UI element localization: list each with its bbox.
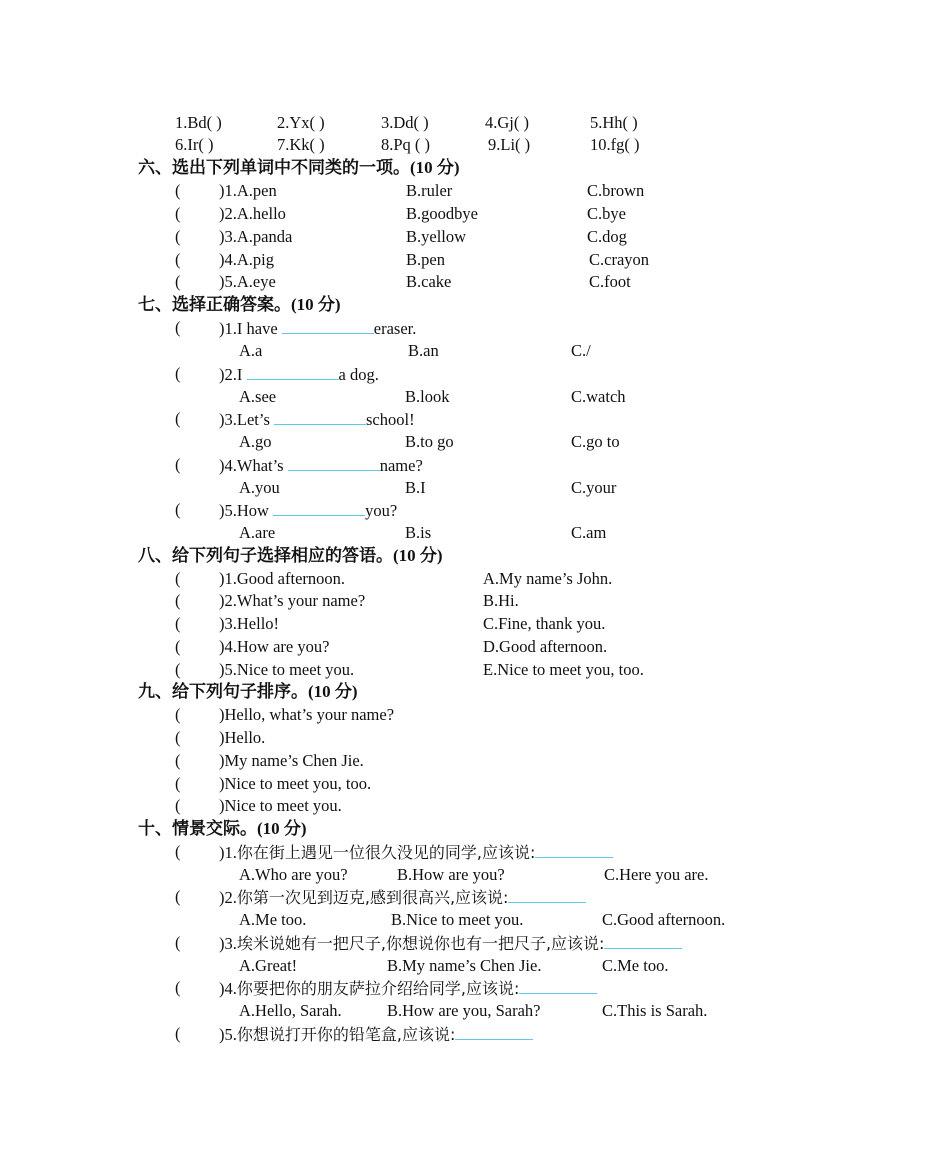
option-a: )3.A.panda (219, 227, 293, 246)
option-c: C.watch (571, 387, 626, 406)
match-question: )4.How are you? (219, 637, 330, 656)
option-a: A.you (239, 478, 280, 497)
option-c: C.Good afternoon. (602, 910, 726, 929)
stem-prefix: )2.I (219, 365, 247, 384)
match-answer: E.Nice to meet you, too. (483, 660, 644, 679)
order-sentence: )Hello. (219, 728, 266, 747)
question-number: )1. (219, 843, 237, 862)
option-b: B.ruler (406, 181, 453, 200)
letter-pair-item: 7.Kk( ) (277, 135, 325, 154)
option-a: A.Who are you? (239, 865, 348, 884)
match-answer: C.Fine, thank you. (483, 614, 606, 633)
answer-paren[interactable]: ( (175, 887, 181, 906)
option-b: B.cake (406, 272, 452, 291)
section-title: 八、给下列句子选择相应的答语。 (138, 546, 393, 566)
option-c: C.This is Sarah. (602, 1001, 708, 1020)
letter-pair-item: 2.Yx( ) (277, 113, 325, 132)
answer-paren[interactable]: ( (175, 250, 181, 269)
fill-blank[interactable] (604, 932, 682, 949)
option-c: C.go to (571, 432, 620, 451)
option-b: B.pen (406, 250, 445, 269)
section-9-heading (138, 681, 358, 703)
letter-pair-item: 3.Dd( ) (381, 113, 429, 132)
option-c: C.foot (589, 272, 631, 291)
stem-prefix: )5.How (219, 501, 274, 520)
option-b: B.look (405, 387, 450, 406)
option-a: )5.A.eye (219, 272, 276, 291)
answer-paren[interactable]: ( (175, 637, 181, 656)
scenario-question (219, 977, 597, 1000)
letter-pair-item: 1.Bd( ) (175, 113, 222, 132)
option-a: A.are (239, 523, 276, 542)
order-sentence: )Nice to meet you, too. (219, 774, 372, 793)
section-points: (10 分) (410, 158, 460, 177)
question-text: 你想说打开你的铅笔盒,应该说: (236, 1025, 456, 1044)
stem-suffix: eraser. (373, 319, 417, 338)
answer-paren[interactable]: ( (175, 409, 181, 428)
question-stem (219, 499, 397, 522)
option-a: A.go (239, 432, 272, 451)
option-b: B.How are you, Sarah? (387, 1001, 541, 1020)
option-c: C.your (571, 478, 617, 497)
option-c: C./ (571, 341, 591, 360)
question-text: 你在街上遇见一位很久没见的同学,应该说: (236, 843, 536, 862)
section-title: 九、给下列句子排序。 (138, 682, 308, 702)
answer-paren[interactable]: ( (175, 227, 181, 246)
option-c: C.brown (587, 181, 645, 200)
option-c: C.Me too. (602, 956, 669, 975)
option-b: B.yellow (406, 227, 467, 246)
answer-paren[interactable]: ( (175, 318, 181, 337)
option-a: A.Hello, Sarah. (239, 1001, 342, 1020)
answer-paren[interactable]: ( (175, 796, 181, 815)
stem-suffix: you? (365, 501, 398, 520)
option-b: B.goodbye (406, 204, 478, 223)
answer-paren[interactable]: ( (175, 204, 181, 223)
letter-pair-item: 5.Hh( ) (590, 113, 638, 132)
fill-blank[interactable] (508, 886, 586, 903)
fill-blank[interactable] (519, 977, 597, 994)
question-number: )5. (219, 1025, 237, 1044)
option-a: )4.A.pig (219, 250, 274, 269)
match-answer: D.Good afternoon. (483, 637, 608, 656)
answer-paren[interactable]: ( (175, 705, 181, 724)
fill-blank[interactable] (273, 499, 365, 516)
section-6-heading (138, 157, 460, 179)
option-a: A.Great! (239, 956, 298, 975)
answer-paren[interactable]: ( (175, 272, 181, 291)
option-c: C.dog (587, 227, 627, 246)
section-10-heading (138, 818, 307, 840)
order-sentence: )My name’s Chen Jie. (219, 751, 364, 770)
option-c: C.crayon (589, 250, 650, 269)
question-stem (219, 408, 415, 431)
match-answer: A.My name’s John. (483, 569, 613, 588)
section-title: 七、选择正确答案。 (138, 295, 291, 315)
question-number: )2. (219, 888, 237, 907)
question-stem (219, 454, 423, 477)
option-b: B.to go (405, 432, 454, 451)
answer-paren[interactable]: ( (175, 364, 181, 383)
question-number: )3. (219, 934, 237, 953)
option-b: B.My name’s Chen Jie. (387, 956, 542, 975)
answer-paren[interactable]: ( (175, 842, 181, 861)
answer-paren[interactable]: ( (175, 500, 181, 519)
question-text: 你要把你的朋友萨拉介绍给同学,应该说: (236, 979, 520, 998)
match-question: )1.Good afternoon. (219, 569, 346, 588)
letter-pair-item: 9.Li( ) (488, 135, 531, 154)
stem-prefix: )4.What’s (219, 456, 288, 475)
option-b: B.an (408, 341, 439, 360)
answer-paren[interactable]: ( (175, 181, 181, 200)
letter-pair-item: 6.Ir( ) (175, 135, 214, 154)
question-text: 埃米说她有一把尺子,你想说你也有一把尺子,应该说: (236, 934, 605, 953)
answer-paren[interactable]: ( (175, 751, 181, 770)
stem-suffix: a dog. (338, 365, 379, 384)
answer-paren[interactable]: ( (175, 1024, 181, 1043)
question-stem (219, 317, 416, 340)
option-b: B.How are you? (397, 865, 505, 884)
fill-blank[interactable] (535, 841, 613, 858)
question-number: )4. (219, 979, 237, 998)
scenario-question (219, 1023, 533, 1046)
option-c: C.Here you are. (604, 865, 709, 884)
fill-blank[interactable] (274, 408, 366, 425)
answer-paren[interactable]: ( (175, 591, 181, 610)
scenario-question (219, 841, 613, 864)
stem-prefix: )1.I have (219, 319, 282, 338)
option-a: )2.A.hello (219, 204, 286, 223)
answer-paren[interactable]: ( (175, 660, 181, 679)
scenario-question (219, 932, 682, 955)
option-c: C.bye (587, 204, 626, 223)
option-c: C.am (571, 523, 607, 542)
section-7-heading (138, 294, 341, 316)
question-text: 你第一次见到迈克,感到很高兴,应该说: (236, 888, 509, 907)
answer-paren[interactable]: ( (175, 569, 181, 588)
answer-paren[interactable]: ( (175, 614, 181, 633)
match-question: )2.What’s your name? (219, 591, 366, 610)
letter-pair-item: 10.fg( ) (590, 135, 640, 154)
match-question: )3.Hello! (219, 614, 280, 633)
scenario-question (219, 886, 586, 909)
order-sentence: )Hello, what’s your name? (219, 705, 395, 724)
option-a: A.a (239, 341, 263, 360)
question-stem (219, 363, 379, 386)
section-points: (10 分) (308, 682, 358, 701)
answer-paren[interactable]: ( (175, 978, 181, 997)
match-question: )5.Nice to meet you. (219, 660, 355, 679)
stem-suffix: name? (379, 456, 423, 475)
section-title: 六、选出下列单词中不同类的一项。 (138, 158, 410, 178)
section-title: 十、情景交际。 (138, 819, 257, 839)
stem-suffix: school! (366, 410, 415, 429)
match-answer: B.Hi. (483, 591, 519, 610)
option-b: B.I (405, 478, 426, 497)
answer-paren[interactable]: ( (175, 774, 181, 793)
option-a: A.Me too. (239, 910, 307, 929)
order-sentence: )Nice to meet you. (219, 796, 342, 815)
fill-blank[interactable] (455, 1023, 533, 1040)
section-points: (10 分) (393, 546, 443, 565)
fill-blank[interactable] (282, 317, 374, 334)
answer-paren[interactable]: ( (175, 933, 181, 952)
answer-paren[interactable]: ( (175, 455, 181, 474)
fill-blank[interactable] (288, 454, 380, 471)
option-b: B.is (405, 523, 432, 542)
section-points: (10 分) (291, 295, 341, 314)
section-8-heading (138, 545, 443, 567)
letter-pair-item: 8.Pq ( ) (381, 135, 431, 154)
option-b: B.Nice to meet you. (391, 910, 524, 929)
answer-paren[interactable]: ( (175, 728, 181, 747)
fill-blank[interactable] (247, 363, 339, 380)
letter-pair-item: 4.Gj( ) (485, 113, 529, 132)
section-points: (10 分) (257, 819, 307, 838)
option-a: A.see (239, 387, 277, 406)
option-a: )1.A.pen (219, 181, 277, 200)
stem-prefix: )3.Let’s (219, 410, 274, 429)
